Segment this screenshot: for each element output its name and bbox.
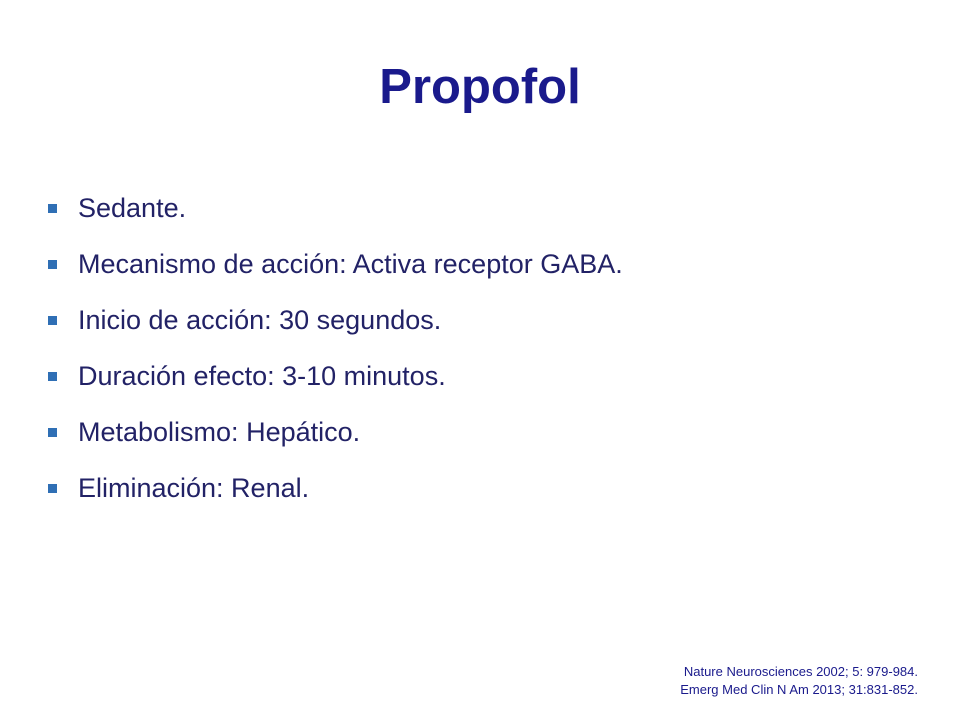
bullet-text: Metabolismo: Hepático. <box>78 416 361 447</box>
square-bullet-icon <box>48 372 57 381</box>
slide-title: Propofol <box>379 60 581 114</box>
bullet-text: Inicio de acción: 30 segundos. <box>78 304 442 335</box>
bullet-item <box>48 404 623 460</box>
references <box>680 663 918 699</box>
bullet-text: Eliminación: Renal. <box>78 472 310 503</box>
bullet-text: Sedante. <box>78 192 187 223</box>
bullet-item <box>48 180 623 236</box>
square-bullet-icon <box>48 316 57 325</box>
reference-line: Nature Neurosciences 2002; 5: 979-984. <box>683 664 918 679</box>
bullet-text: Duración efecto: 3-10 minutos. <box>78 360 446 391</box>
reference-line: Emerg Med Clin N Am 2013; 31:831-852. <box>680 682 918 697</box>
bullet-item <box>48 236 623 292</box>
square-bullet-icon <box>48 484 57 493</box>
bullet-item <box>48 348 623 404</box>
square-bullet-icon <box>48 428 57 437</box>
square-bullet-icon <box>48 260 57 269</box>
bullet-item <box>48 292 623 348</box>
bullet-text: Mecanismo de acción: Activa receptor GABA. <box>78 248 623 279</box>
bullet-item <box>48 460 623 516</box>
bullet-list <box>48 180 623 516</box>
square-bullet-icon <box>48 204 57 213</box>
